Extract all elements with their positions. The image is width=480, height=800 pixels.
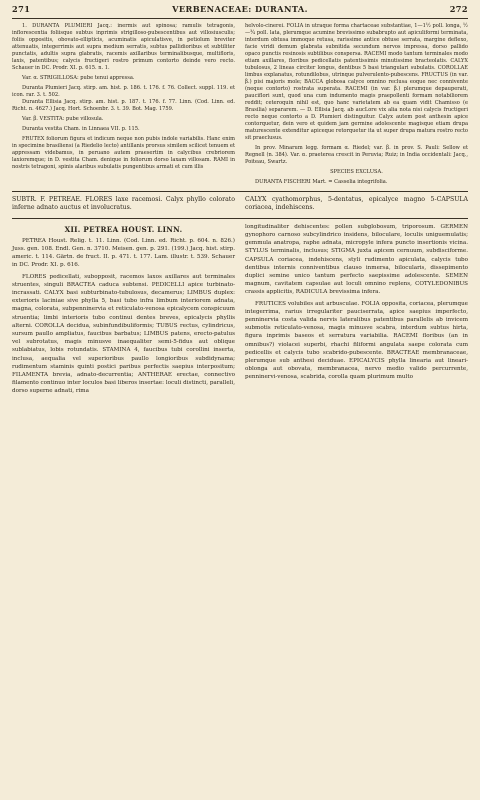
running-header xyxy=(12,4,468,16)
genus-right-column xyxy=(245,223,468,396)
genus-description: FLORES pedicellati, subopposit, racemos laxos axillares aut terminales struentes, singuli BRACTEA caduca subtensi. PEDICELLI apice turbinato-incrassati. CALYX basi subturbinato-tubulosus, decamerus; LIMBUS duplex: exterioris laciniae sive phylla 5, basi tubo infra limbum interiorem adnata, magna, colorata, subpenninervia et reticulato-venosa epicalycem conspicuum struentia; limbi interioris tubo continui dentes breves, epicalycis phyllis alterni. COROLLA decidua, subinfundibuliformis; TUBUS rectus, cylindricus, sursum paullo ampliatus, faucibus barbatus; LIMBUS patens, erecto-patulus vel subrotatus, magis minusve inaequaliter semi-5-fidus aut oblique sublabiatus, lobis rotundatis. STAMINA 4, faucibus tubi corollini inserta, inclusa, aequalia vel superioribus paullo longioribus subdidynama; rudimentum staminis quinti postici paribus perfectis saepius interpositum; FILAMENTA brevia, adnato-decurrentia; ANTHERAE erectae, connectivo filamento continuo inter loculos basi liberos insertae: loculi distincti, paralleli, dorso superne adnati, rima xyxy=(12,273,235,395)
subtribe-diagnosis-right: CALYX cyathomorphus, 5-dentatus, epicalyce magno 5-CAPSULA coriacea, indehiscens. xyxy=(245,196,468,212)
top-section xyxy=(12,23,468,186)
subtribe-section xyxy=(12,196,468,213)
genus-description-continued: longitudinaliter dehiscentes: pollen subglobosum, triporosum. GERMEN gynophoro carnoso subcylindrico insidens, biloculare, loculis uniguemulatis; gemmula anatropa, raphe adnata, micropyle infera puncto insertionis vicina. STYLUS terminalis, inclusus; STIGMA juxta apicem cernuum, subdisciforme. CAPSULA coriacea, indehiscens, styli rudimento apiculata, calycis tubo dentibus internis conniventibus clauso inmersa, bilocularis, dissepimento duplici semine unico tantum perfecto saepissime adolescente. SEMEN magnum, cavitatem capsulae aut loculi omnino replens, COTYLEDONIBUS crassis applicitis, RADICULA brevissima infera. xyxy=(245,223,468,296)
synonym-ellisia: Duranta Ellisia Jacq. stirp. am. hist. p. 187. t. 176. f. 77. Linn. (Cod. Linn. ed. Richt. n. 4627.) Jacq. Hort. Schoenbr. 3. t. 39. Bot. Mag. 1759. xyxy=(12,99,235,112)
genus-section xyxy=(12,223,468,396)
page-number-left: 271 xyxy=(12,4,31,14)
page-number-right: 272 xyxy=(449,4,468,14)
variety-beta: Var. β. VESTITA: pube villosula. xyxy=(22,116,104,122)
top-right-column xyxy=(245,23,468,186)
subtribe-right xyxy=(245,196,468,213)
excluded-species: DURANTA FISCHERI Mart. = Casselia integrifolia. xyxy=(255,179,388,185)
genus-left-column xyxy=(12,223,235,396)
species-exclusa-heading: SPECIES EXCLUSA. xyxy=(330,169,383,175)
header-rule xyxy=(12,18,468,19)
variety-alpha: Var. α. STRIGILLOSA: pube tenui appressa. xyxy=(22,75,135,81)
frutices-paragraph: FRUTICES volubiles aut arbusculae. FOLIA opposita, coriacea, plerumque integerrima, rarius irregulariter pauciserrata, apice saepius imperfecto, penninervia costa valida nervis lateralibus patentibus parallelis ab invicem submotis reticulato-venosa, magis minusve scabra, interdum subtus hirta, figura inprimis baseos et serratura variabilia. RACEMI floribus (an in omnibus?) violacei superbi, rhachi filiformi angulata saepe colorata cum pedicellis et calycis tubo scabrido-pubescente. BRACTEAE membranaceae, plerumque sub anthesi deciduae. EPICALYCIS phylla linearia aut lineari-oblonga aut obovata, membranacea, nervo medio valido percurrente, penninervi-venosa, scabrida, corolla quam plurimum multo xyxy=(245,300,468,381)
top-left-column xyxy=(12,23,235,186)
section-rule-1 xyxy=(12,191,468,192)
locality-paragraph: In prov. Minarum legg. formam α. Riedel; var. β. in prov. S. Pauli: Sellow et Regnell (n. 384). Var. α. praeterea crescit in Peruvia; Ruiz; in India occidentali: Jacq., Poiteau, Swartz. xyxy=(245,145,468,165)
synonym-plumieri: Duranta Plumieri Jacq. stirp. am. hist. p. 186. t. 176. f. 76. Collect. suppl. 119. et icon. rar. 3. t. 502. xyxy=(12,85,235,98)
subtribe-diagnosis-left: SUBTR. F. PETREAE. FLORES laxe racemosi. Calyx phyllo colorato inferne adnato auctus et involucratus. xyxy=(12,196,235,212)
synonym-vestita: Duranta vestita Cham. in Linnaea VII. p. 115. xyxy=(22,126,140,132)
description-continued: helvolo-cinerei. FOLIA in utraque forma chartaceae substantiae, 1—1½ poll. longa, ½—¾ poll. lata, plerumque acumine brevissimo subabrupto aut apiculiformi terminata, interdum obtusa immoque retusa, rarissime antice obtuse serrata, margine deflexo, facie viridi demum glabrata subnitida secundum nervos impressa, dorso pallido opaco punctis resinosis subtilibus conspersa. RACEMI modo tantum terminales modo etiam axillares, floribus pedicellatis patentissimis minutissime bracteolatis. CALYX tubulosus, 2 lineas circiter longus, dentibus 5 basi triangulari subulatis. COROLLAE limbus explanatus, rotundilobus, utrinque pulverulento-pubescens. FRUCTUS (in var. β.) pisi majoris mole; BACCA globosa calyce omnino reclusa eoque nec connivente (neque contorto) rostrata superata. RACEMI (in var. β.) plerumque depauperati, pauciflori sunt, quod una cum indumento magis praepollenti formam notabiliorem reddit; ceteroquin nihil est, quo hanc varietatem ab ea quam vidit Chamisso (e Brasilia) separarem. — D. Ellisia Jacq. ab aucLore vix alia nota nisi calycis fructigeri recto neque contorto a D. Plumieri distinguitur. Calyx autem post anthesin apice contorquetur, dein vero et quidem jam germine adolescente magisque etiam drupa maturescente extenditur apiceque retorquetur ita ut super drupa matura rostro recto sit praeclusus. xyxy=(245,23,468,141)
frutex-paragraph: FRUTEX foliorum figura et indicum neque non pubis indole variabilis. Hanc enim in specimine brasiliensi (a Riedelio lecto) antillanis prorsus similem scilicet tenuem et appressam videbamus, in peruano autem praesertim in calycibus crebriorem laxioremque; in D. vestita Cham. denique in foliorum dorso laxam villosam. RAMI in nostris tetragoni, spinis alaribus subulatis pungentibus armati et cum illis xyxy=(12,136,235,170)
genus-references: PETREA Houst. Relig. t. 11. Linn. (Cod. Linn. ed. Richt. p. 604. n. 826.) Juss. gen. 108. Endl. Gen. n. 3710. Meisen. gen. p. 291. (199.) Jacq. hist. stirp. americ. t. 114. Gärtn. de fruct. II. p. 471. t. 177. Lam. illustr. t. 539. Schauer in DC. Prodr. XI. p. 616. xyxy=(12,237,235,269)
genus-title: XII. PETREA HOUST. LINN. xyxy=(64,224,183,234)
section-rule-2 xyxy=(12,218,468,219)
running-title: VERBENACEAE: DURANTA. xyxy=(172,4,308,14)
species-description: 1. DURANTA PLUMIERI Jacq.: inermis aut spinosa; ramulis tetragonis, inflorescentia foliisque subtus inprimis strigilloso-pubescentibus aut villosiusculis; foliis oppositis, obovato-ellipticis, acuminatis apiculatisve, in petiolum breviter attenuatis, integerrimis aut supra medium serratis, subtus pallidioribus et subtiliter punctatis, adultis supra glabratis, racemis axillaribus terminalibusque, multifloris, laxis, patentibus; calycis fructigeri rostro primum contorto deinde vero recto. Schauer in DC. Prodr. XI. p. 615. n. 1. xyxy=(12,23,235,71)
subtribe-left xyxy=(12,196,235,213)
